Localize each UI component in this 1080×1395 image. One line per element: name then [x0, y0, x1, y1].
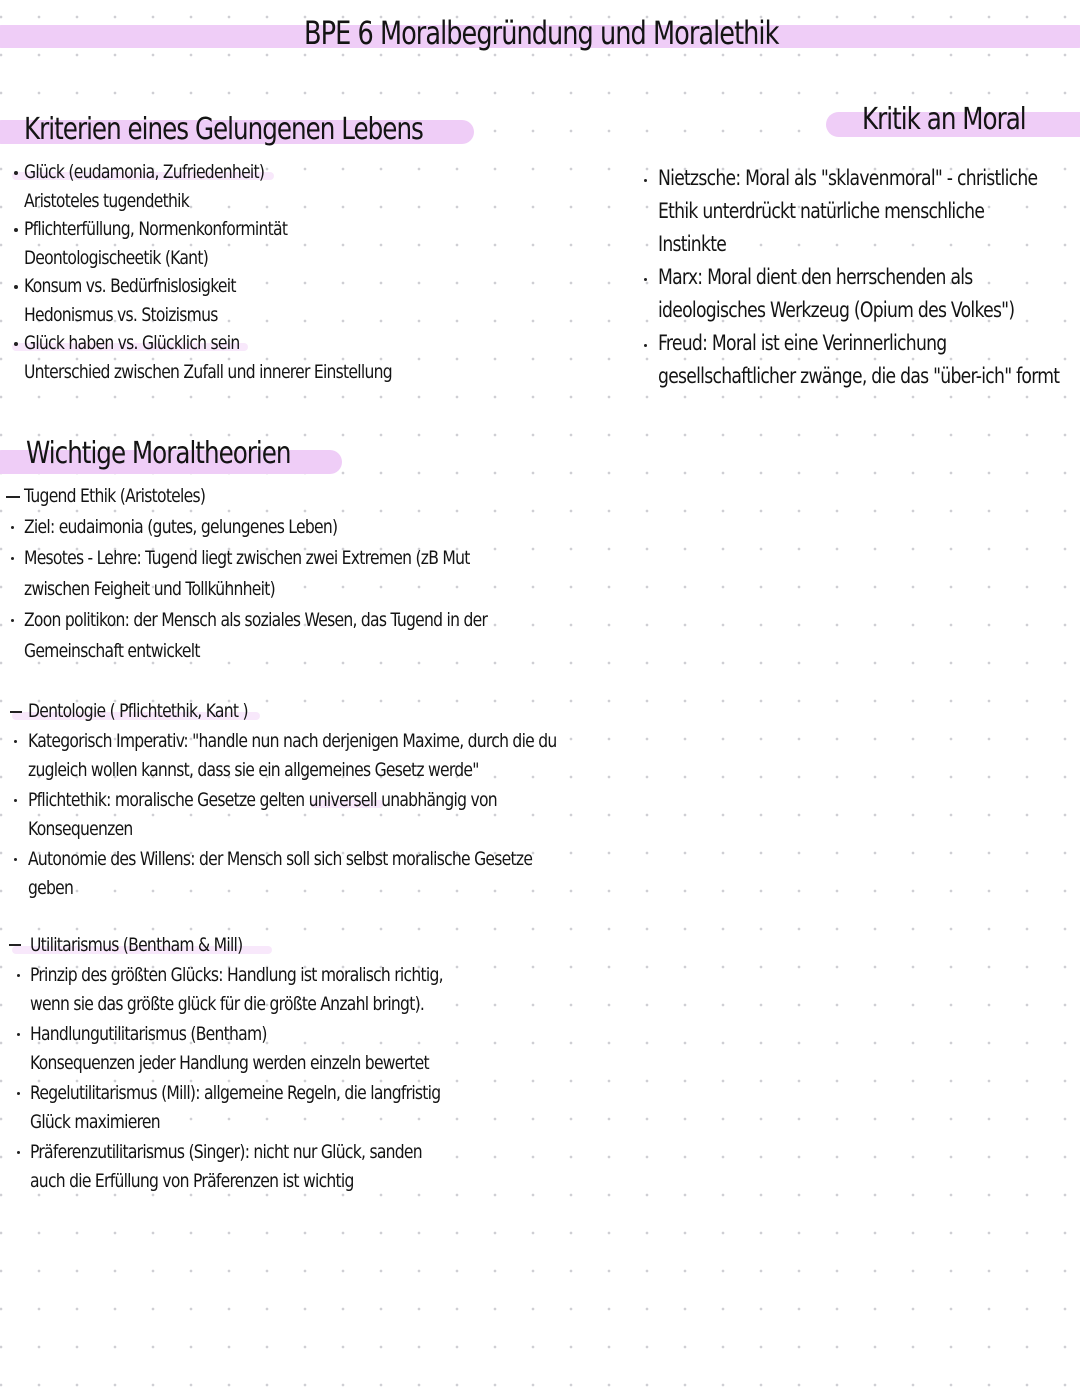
bullet-icon — [11, 526, 14, 529]
dash-icon — [6, 496, 20, 498]
theory-bullet — [28, 785, 673, 844]
critique-item-marx — [658, 261, 1080, 327]
bullet-icon — [644, 179, 647, 182]
theory-bullet — [28, 726, 673, 785]
theory-line: Kategorisch Imperativ: "handle nun nach derjenigen Maxime, durch die du — [28, 730, 557, 752]
theory-line: Mesotes - Lehre: Tugend liegt zwischen zwei Extremen (zB Mut — [24, 547, 470, 569]
bullet-icon — [644, 344, 647, 347]
theory-bullet — [30, 960, 533, 1019]
theory-line: Prinzip des größten Glücks: Handlung ist moralisch richtig, — [30, 964, 443, 986]
bullet-icon — [11, 619, 14, 622]
theory-group-title-row — [28, 696, 673, 726]
theory-line: Regelutilitarismus (Mill): allgemeine Regeln, die langfristig — [30, 1082, 441, 1104]
theory-line: Konsequenzen jeder Handlung werden einzeln bewertet — [30, 1052, 429, 1074]
critique-list — [658, 162, 1080, 393]
dash-icon — [10, 711, 22, 713]
theory-line: Pflichtethik: moralische Gesetze gelten universell unabhängig von — [28, 789, 497, 811]
theory-line: wenn sie das größte glück für die größte Anzahl bringt). — [30, 993, 425, 1015]
theory-group-title: Dentologie ( Pflichtethik, Kant ) — [28, 700, 248, 722]
critique-line: gesellschaftlicher zwänge, die das "über-ich" formt — [658, 364, 1060, 388]
critique-line: Nietzsche: Moral als "sklavenmoral" - christliche — [658, 166, 1038, 190]
critique-line: Freud: Moral ist eine Verinnerlichung — [658, 331, 947, 355]
bullet-icon — [17, 1151, 20, 1154]
critique-item-nietzsche — [658, 162, 1080, 261]
criteria-item-sub: Deontologischeetik (Kant) — [24, 247, 209, 269]
criteria-item-main: Glück (eudamonia, Zufriedenheit) — [24, 161, 265, 183]
theory-line: Gemeinschaft entwickelt — [24, 640, 200, 662]
theory-line: Konsequenzen — [28, 818, 133, 840]
criteria-item-main: Pflichterfüllung, Normenkonformintät — [24, 218, 288, 240]
criteria-item-main: Glück haben vs. Glücklich sein — [24, 332, 240, 354]
theory-bullet — [30, 1137, 533, 1196]
theory-group-title: Utilitarismus (Bentham & Mill) — [30, 934, 243, 956]
critique-heading: Kritik an Moral — [862, 102, 1026, 137]
criteria-list — [24, 158, 473, 386]
criteria-item — [24, 272, 473, 329]
criteria-heading: Kriterien eines Gelungenen Lebens — [24, 112, 423, 147]
criteria-item — [24, 329, 473, 386]
theory-line: Ziel: eudaimonia (gutes, gelungenes Leben) — [24, 516, 338, 538]
bullet-icon — [14, 171, 18, 175]
criteria-item-sub: Aristoteles tugendethik — [24, 190, 189, 212]
criteria-item-sub: Hedonismus vs. Stoizismus — [24, 304, 218, 326]
theory-group-title: Tugend Ethik (Aristoteles) — [24, 485, 206, 507]
theory-bullet — [30, 1078, 533, 1137]
dash-icon — [9, 944, 21, 946]
bullet-icon — [14, 799, 17, 802]
theory-line: Präferenzutilitarismus (Singer): nicht nur Glück, sanden — [30, 1141, 422, 1163]
theory-bullet — [28, 844, 673, 903]
bullet-icon — [14, 740, 17, 743]
criteria-item — [24, 215, 473, 272]
theory-line: Handlungutilitarismus (Bentham) — [30, 1023, 267, 1045]
theory-group-deontology — [28, 696, 673, 903]
theory-line: zugleich wollen kannst, dass sie ein allgemeines Gesetz werde" — [28, 759, 479, 781]
bullet-icon — [11, 557, 14, 560]
bullet-icon — [14, 228, 18, 232]
bullet-icon — [17, 974, 20, 977]
critique-line: Instinkte — [658, 232, 727, 256]
critique-line: ideologisches Werkzeug (Opium des Volkes") — [658, 298, 1015, 322]
theory-bullet — [24, 543, 589, 605]
criteria-item-main: Konsum vs. Bedürfnislosigkeit — [24, 275, 236, 297]
theory-line: Zoon politikon: der Mensch als soziales Wesen, das Tugend in der — [24, 609, 488, 631]
theory-group-title-row — [30, 930, 533, 960]
theory-line: zwischen Feigheit und Tollkühnheit) — [24, 578, 275, 600]
bullet-icon — [17, 1033, 20, 1036]
theory-line: Glück maximieren — [30, 1111, 160, 1133]
theory-bullet — [30, 1019, 533, 1078]
theory-group-virtue-ethics — [24, 481, 589, 667]
bullet-icon — [14, 342, 18, 346]
theories-heading: Wichtige Moraltheorien — [26, 436, 291, 471]
bullet-icon — [14, 858, 17, 861]
theory-bullet — [24, 512, 589, 543]
bullet-icon — [644, 278, 647, 281]
theory-line: Autonomie des Willens: der Mensch soll sich selbst moralische Gesetze — [28, 848, 533, 870]
theory-line: geben — [28, 877, 74, 899]
theory-group-utilitarianism — [30, 930, 533, 1196]
criteria-item-sub: Unterschied zwischen Zufall und innerer Einstellung — [24, 361, 392, 383]
critique-line: Ethik unterdrückt natürliche menschliche — [658, 199, 985, 223]
bullet-icon — [14, 285, 18, 289]
critique-line: Marx: Moral dient den herrschenden als — [658, 265, 973, 289]
page-title: BPE 6 Moralbegründung und Moralethik — [304, 14, 779, 52]
criteria-item — [24, 158, 473, 215]
theory-bullet — [24, 605, 589, 667]
theory-group-title-row — [24, 481, 589, 512]
theory-line: auch die Erfüllung von Präferenzen ist wichtig — [30, 1170, 354, 1192]
bullet-icon — [17, 1092, 20, 1095]
critique-item-freud — [658, 327, 1080, 393]
